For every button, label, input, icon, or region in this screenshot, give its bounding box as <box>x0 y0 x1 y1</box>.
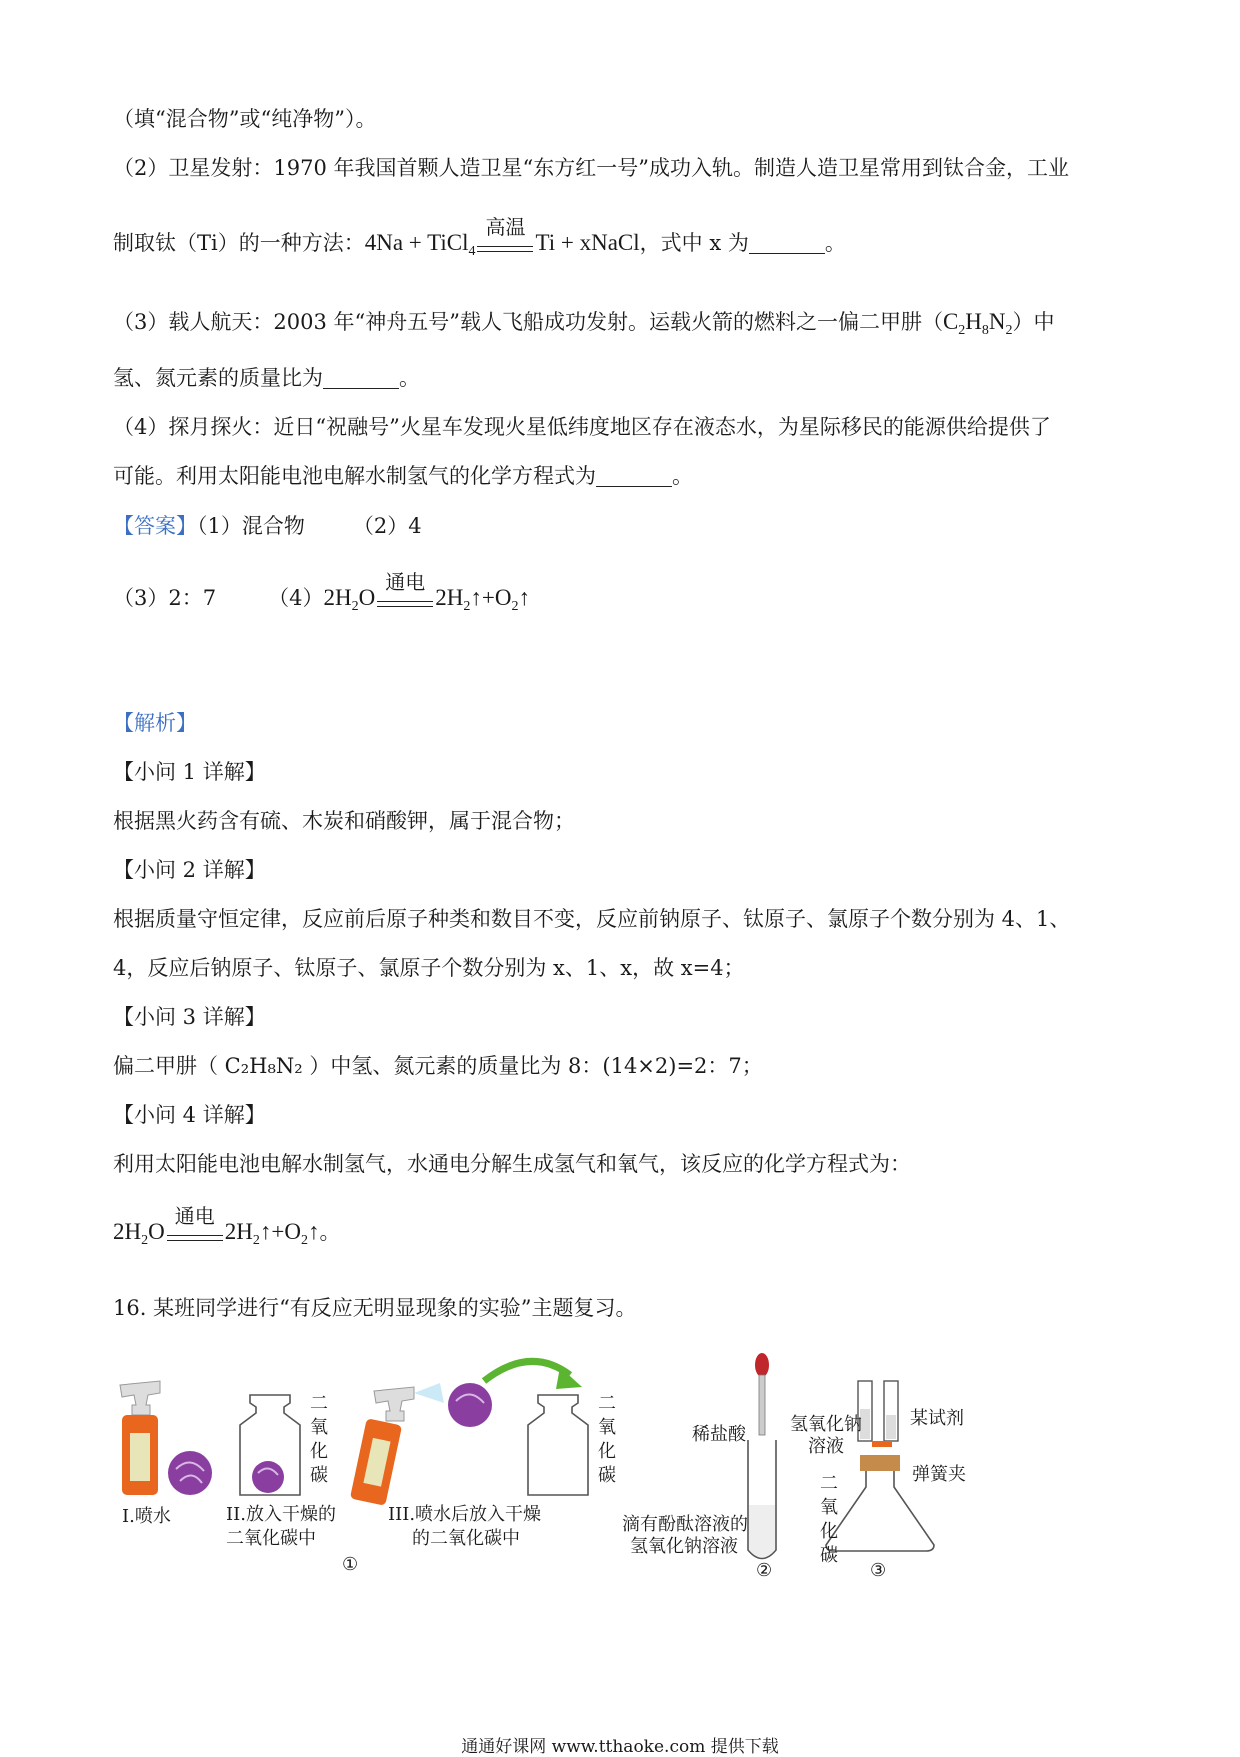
answer-line2: （3）2：7 $(4)2H_2O$ 通电 $2H_2↑+O_2↑$ <box>113 570 530 614</box>
analysis-tag: 【解析】 <box>113 711 197 735</box>
fig1-gas-label: 二氧化碳 <box>310 1393 328 1486</box>
gas-jar-icon <box>240 1395 300 1495</box>
q15-part2-line2: 制取钛（Ti）的一种方法：4Na + TiCl$_4$ 高温 Ti + xNaCl，式中 x 为 。 <box>113 215 846 259</box>
analysis-p4: 利用太阳能电池电解水制氢气，水通电分解生成氢气和氧气，该反应的化学方程式为： <box>113 1152 911 1176</box>
gas-jar-icon <box>528 1395 588 1495</box>
fig1-label-i: I.喷水 <box>122 1506 171 1527</box>
fig1-label-ii-2: 二氧化碳中 <box>226 1528 316 1549</box>
q15-part1-tail: （填“混合物”或“纯净物”）。 <box>113 107 377 131</box>
arrow-icon <box>484 1361 570 1381</box>
fig1-gas-label: 二氧化碳 <box>598 1393 616 1486</box>
q15-part2-line1: （2）卫星发射：1970 年我国首颗人造卫星“东方红一号”成功入轨。制造人造卫星常用到钛合金，工业 <box>113 156 1069 180</box>
analysis-p2a: 根据质量守恒定律，反应前后原子种类和数目不变，反应前钠原子、钛原子、氯原子个数分别为 4、1、 <box>113 907 1071 931</box>
spray-bottle-icon <box>120 1381 160 1495</box>
fig2-solution-label-1: 滴有酚酞溶液的 <box>622 1514 748 1535</box>
fig3-naoh-label-2: 溶液 <box>808 1436 844 1457</box>
fig3-reagent-label: 某试剂 <box>910 1408 964 1429</box>
q15-part3-line2: 氢、氮元素的质量比为 。 <box>113 366 420 390</box>
fig3-naoh-label-1: 氢氧化钠 <box>790 1414 862 1435</box>
analysis-equation: $2H_2O$ 通电 $2H_2↑+O_2↑$。 <box>113 1204 341 1248</box>
fig2-acid-label: 稀盐酸 <box>692 1424 746 1445</box>
q15-part4-line2: 可能。利用太阳能电池电解水制氢气的化学方程式为 。 <box>113 464 693 488</box>
fig1-label-iii-1: III.喷水后放入干燥 <box>388 1504 542 1525</box>
answer-tag: 【答案】 <box>113 514 197 538</box>
analysis-p3: 偏二甲肼（ C₂H₈N₂ ）中氢、氮元素的质量比为 8：(14×2)=2：7； <box>113 1054 763 1078</box>
answer-blank <box>596 466 672 487</box>
clamp-icon <box>872 1441 892 1447</box>
spray-bottle-icon <box>350 1383 444 1506</box>
q16-title: 16. 某班同学进行“有反应无明显现象的实验”主题复习。 <box>113 1296 637 1320</box>
fig1-label-ii-1: II.放入干燥的 <box>226 1504 336 1525</box>
syringe-icon <box>858 1381 898 1441</box>
fig3-clamp-label: 弹簧夹 <box>912 1464 966 1485</box>
page-footer: 通通好课网 www.tthaoke.com 提供下载 <box>461 1737 779 1757</box>
analysis-p2b: 4，反应后钠原子、钛原子、氯原子个数分别为 x、1、x，故 x=4； <box>113 956 745 980</box>
fig2-solution-label-2: 氢氧化钠溶液 <box>630 1536 738 1557</box>
analysis-h4: 【小问 4 详解】 <box>113 1103 266 1127</box>
test-tube-icon <box>748 1440 776 1559</box>
dropper-icon <box>755 1353 769 1435</box>
analysis-h2: 【小问 2 详解】 <box>113 858 266 882</box>
electrolysis-equation: $2H_2O$ 通电 $2H_2↑+O_2↑$ <box>323 570 530 614</box>
purple-cabbage-icon <box>448 1383 492 1427</box>
answer-line1: 【答案】（1）混合物 （2）4 <box>113 514 422 538</box>
fig3-number: ③ <box>870 1560 887 1581</box>
condition-mark: 通电 <box>167 1227 223 1241</box>
purple-cabbage-icon <box>168 1451 212 1495</box>
answer-blank <box>323 368 399 389</box>
fig3-gas-label: 二氧化碳 <box>820 1473 838 1566</box>
condition-mark: 高温 <box>477 238 533 252</box>
q15-part3-line1: （3）载人航天：2003 年“神舟五号”载人飞船成功发射。运载火箭的燃料之一偏二甲肼$(C_2H_8N_2)$中 <box>113 309 1055 338</box>
q15-part4-line1: （4）探月探火：近日“祝融号”火星车发现火星低纬度地区存在液态水，为星际移民的能源供给提供了 <box>113 415 1051 439</box>
analysis-h3: 【小问 3 详解】 <box>113 1005 266 1029</box>
analysis-p1: 根据黑火药含有硫、木炭和硝酸钾，属于混合物； <box>113 809 575 833</box>
fig1-number: ① <box>342 1554 359 1575</box>
fig1-label-iii-2: 的二氧化碳中 <box>412 1528 520 1549</box>
experiment-figure <box>0 1345 1240 1585</box>
condition-mark: 通电 <box>377 593 433 607</box>
answer-blank <box>749 233 825 254</box>
analysis-h1: 【小问 1 详解】 <box>113 760 266 784</box>
fig2-number: ② <box>756 1560 773 1581</box>
